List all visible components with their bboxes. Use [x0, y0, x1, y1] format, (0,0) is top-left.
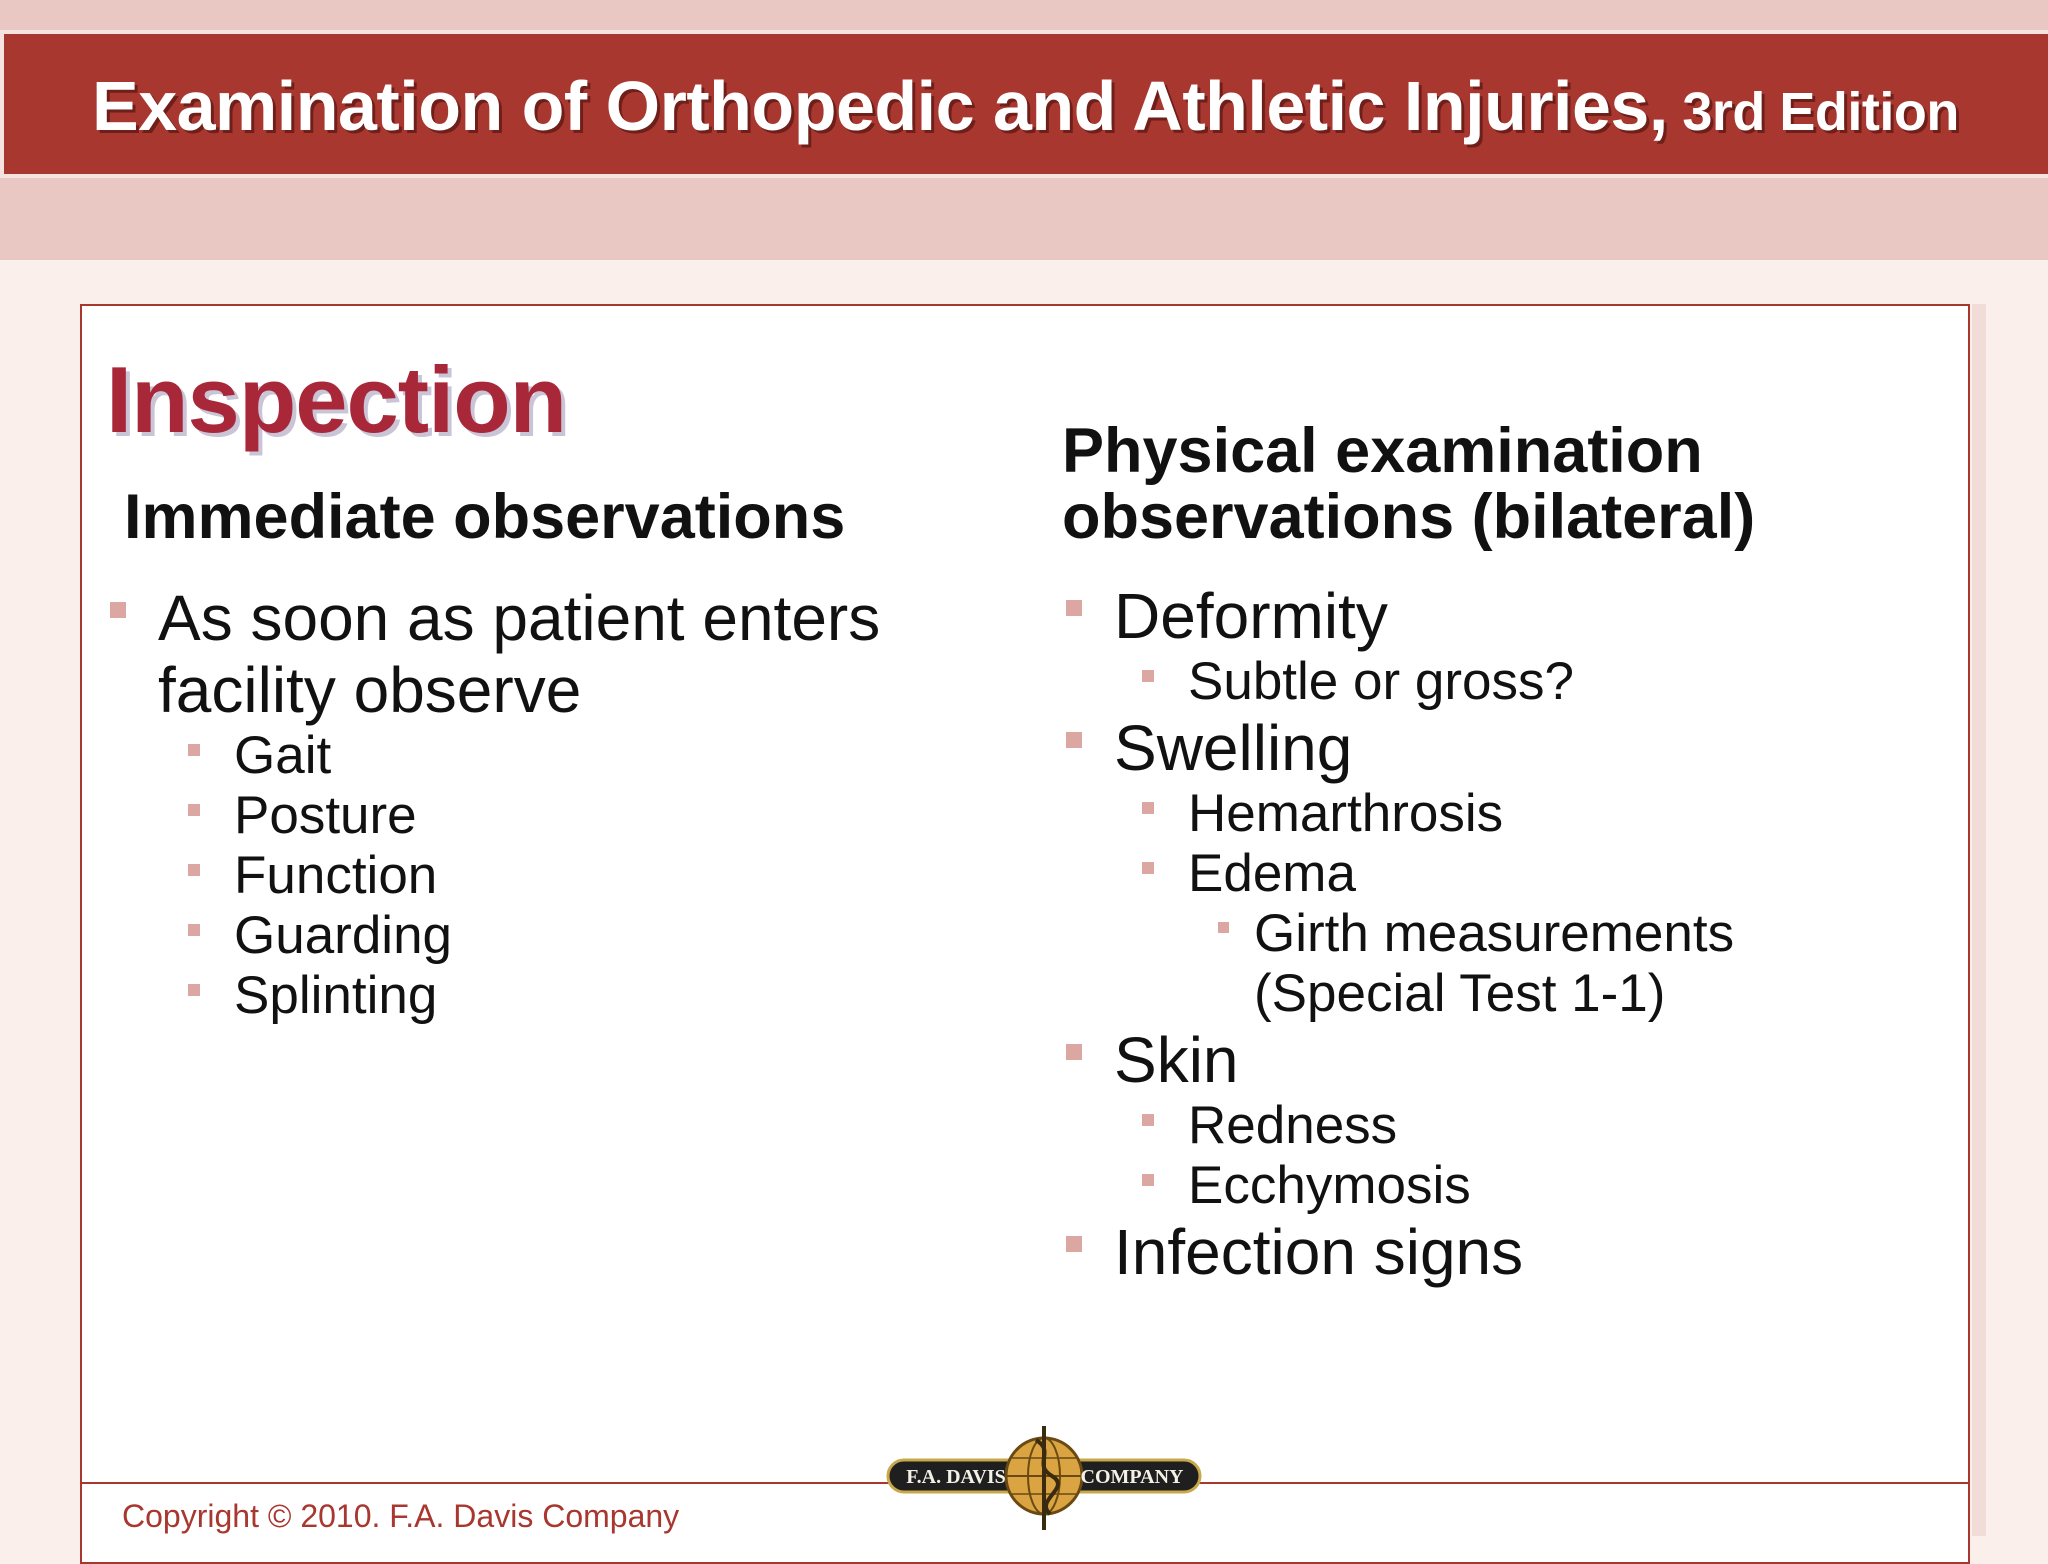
bullet-item-level-2 [1188, 784, 1934, 844]
bullet-item-level-1 [158, 582, 978, 726]
logo-right-text: COMPANY [1080, 1466, 1184, 1488]
bullet-text: As soon as patient enters facility observe [158, 582, 881, 726]
slide-heading: Inspection [106, 347, 567, 452]
bullet-item-level-1 [1114, 1216, 1934, 1288]
bullet-marker [1142, 862, 1154, 874]
bullet-item-level-2 [234, 726, 978, 786]
bullet-marker [1066, 1236, 1082, 1252]
bullet-text: Subtle or gross? [1188, 652, 1574, 711]
bullet-item-level-3 [1254, 904, 1934, 1024]
bullet-marker [188, 984, 200, 996]
bullet-marker [1066, 1044, 1082, 1060]
left-column-header: Immediate observations [124, 482, 846, 552]
bullet-item-level-1 [1114, 712, 1934, 784]
bullet-item-level-2 [1188, 1096, 1934, 1156]
bullet-marker [188, 864, 200, 876]
bullet-item-level-1 [1114, 580, 1934, 652]
bullet-text: Swelling [1114, 712, 1353, 784]
bullet-text: Girth measurements (Special Test 1-1) [1254, 904, 1735, 1023]
bullet-marker [1142, 1114, 1154, 1126]
bullet-marker [1066, 732, 1082, 748]
book-title [92, 66, 1959, 146]
bullet-item-level-2 [234, 786, 978, 846]
right-bullet-list [1114, 580, 1934, 1288]
bullet-item-level-2 [234, 846, 978, 906]
bullet-text: Redness [1188, 1096, 1398, 1155]
book-title-main: Examination of Orthopedic and Athletic Injuries, [92, 67, 1668, 145]
bullet-marker [1142, 802, 1154, 814]
copyright-text: Copyright © 2010. F.A. Davis Company [122, 1498, 680, 1534]
bullet-marker [110, 602, 126, 618]
bullet-marker [1218, 922, 1229, 933]
bullet-text: Guarding [234, 906, 453, 965]
right-column-header: Physical examination observations (bilateral) [1062, 416, 1756, 552]
bullet-text: Posture [234, 786, 417, 845]
bullet-item-level-2 [1188, 1156, 1934, 1216]
bullet-text: Ecchymosis [1188, 1156, 1471, 1215]
bullet-text: Edema [1188, 844, 1356, 903]
bullet-text: Gait [234, 726, 332, 785]
bullet-marker [188, 744, 200, 756]
bullet-text: Deformity [1114, 580, 1388, 652]
bullet-marker [1066, 600, 1082, 616]
bullet-item-level-2 [1188, 652, 1934, 712]
slide-shadow [1972, 304, 1986, 1536]
bullet-marker [188, 804, 200, 816]
bullet-item-level-2 [234, 906, 978, 966]
bullet-marker [1142, 670, 1154, 682]
bullet-text: Skin [1114, 1024, 1239, 1096]
bullet-marker [1142, 1174, 1154, 1186]
bullet-marker [188, 924, 200, 936]
bullet-text: Splinting [234, 966, 438, 1025]
title-banner [0, 30, 2048, 178]
book-edition: 3rd Edition [1667, 82, 1959, 142]
bullet-item-level-2 [234, 966, 978, 1026]
bullet-item-level-1 [1114, 1024, 1934, 1096]
bullet-text: Function [234, 846, 438, 905]
fa-davis-logo [884, 1420, 1204, 1536]
bullet-text: Infection signs [1114, 1216, 1524, 1288]
logo-left-text: F.A. DAVIS [906, 1466, 1006, 1488]
bullet-text: Hemarthrosis [1188, 784, 1504, 843]
left-bullet-list [158, 582, 978, 1026]
bullet-item-level-2 [1188, 844, 1934, 904]
